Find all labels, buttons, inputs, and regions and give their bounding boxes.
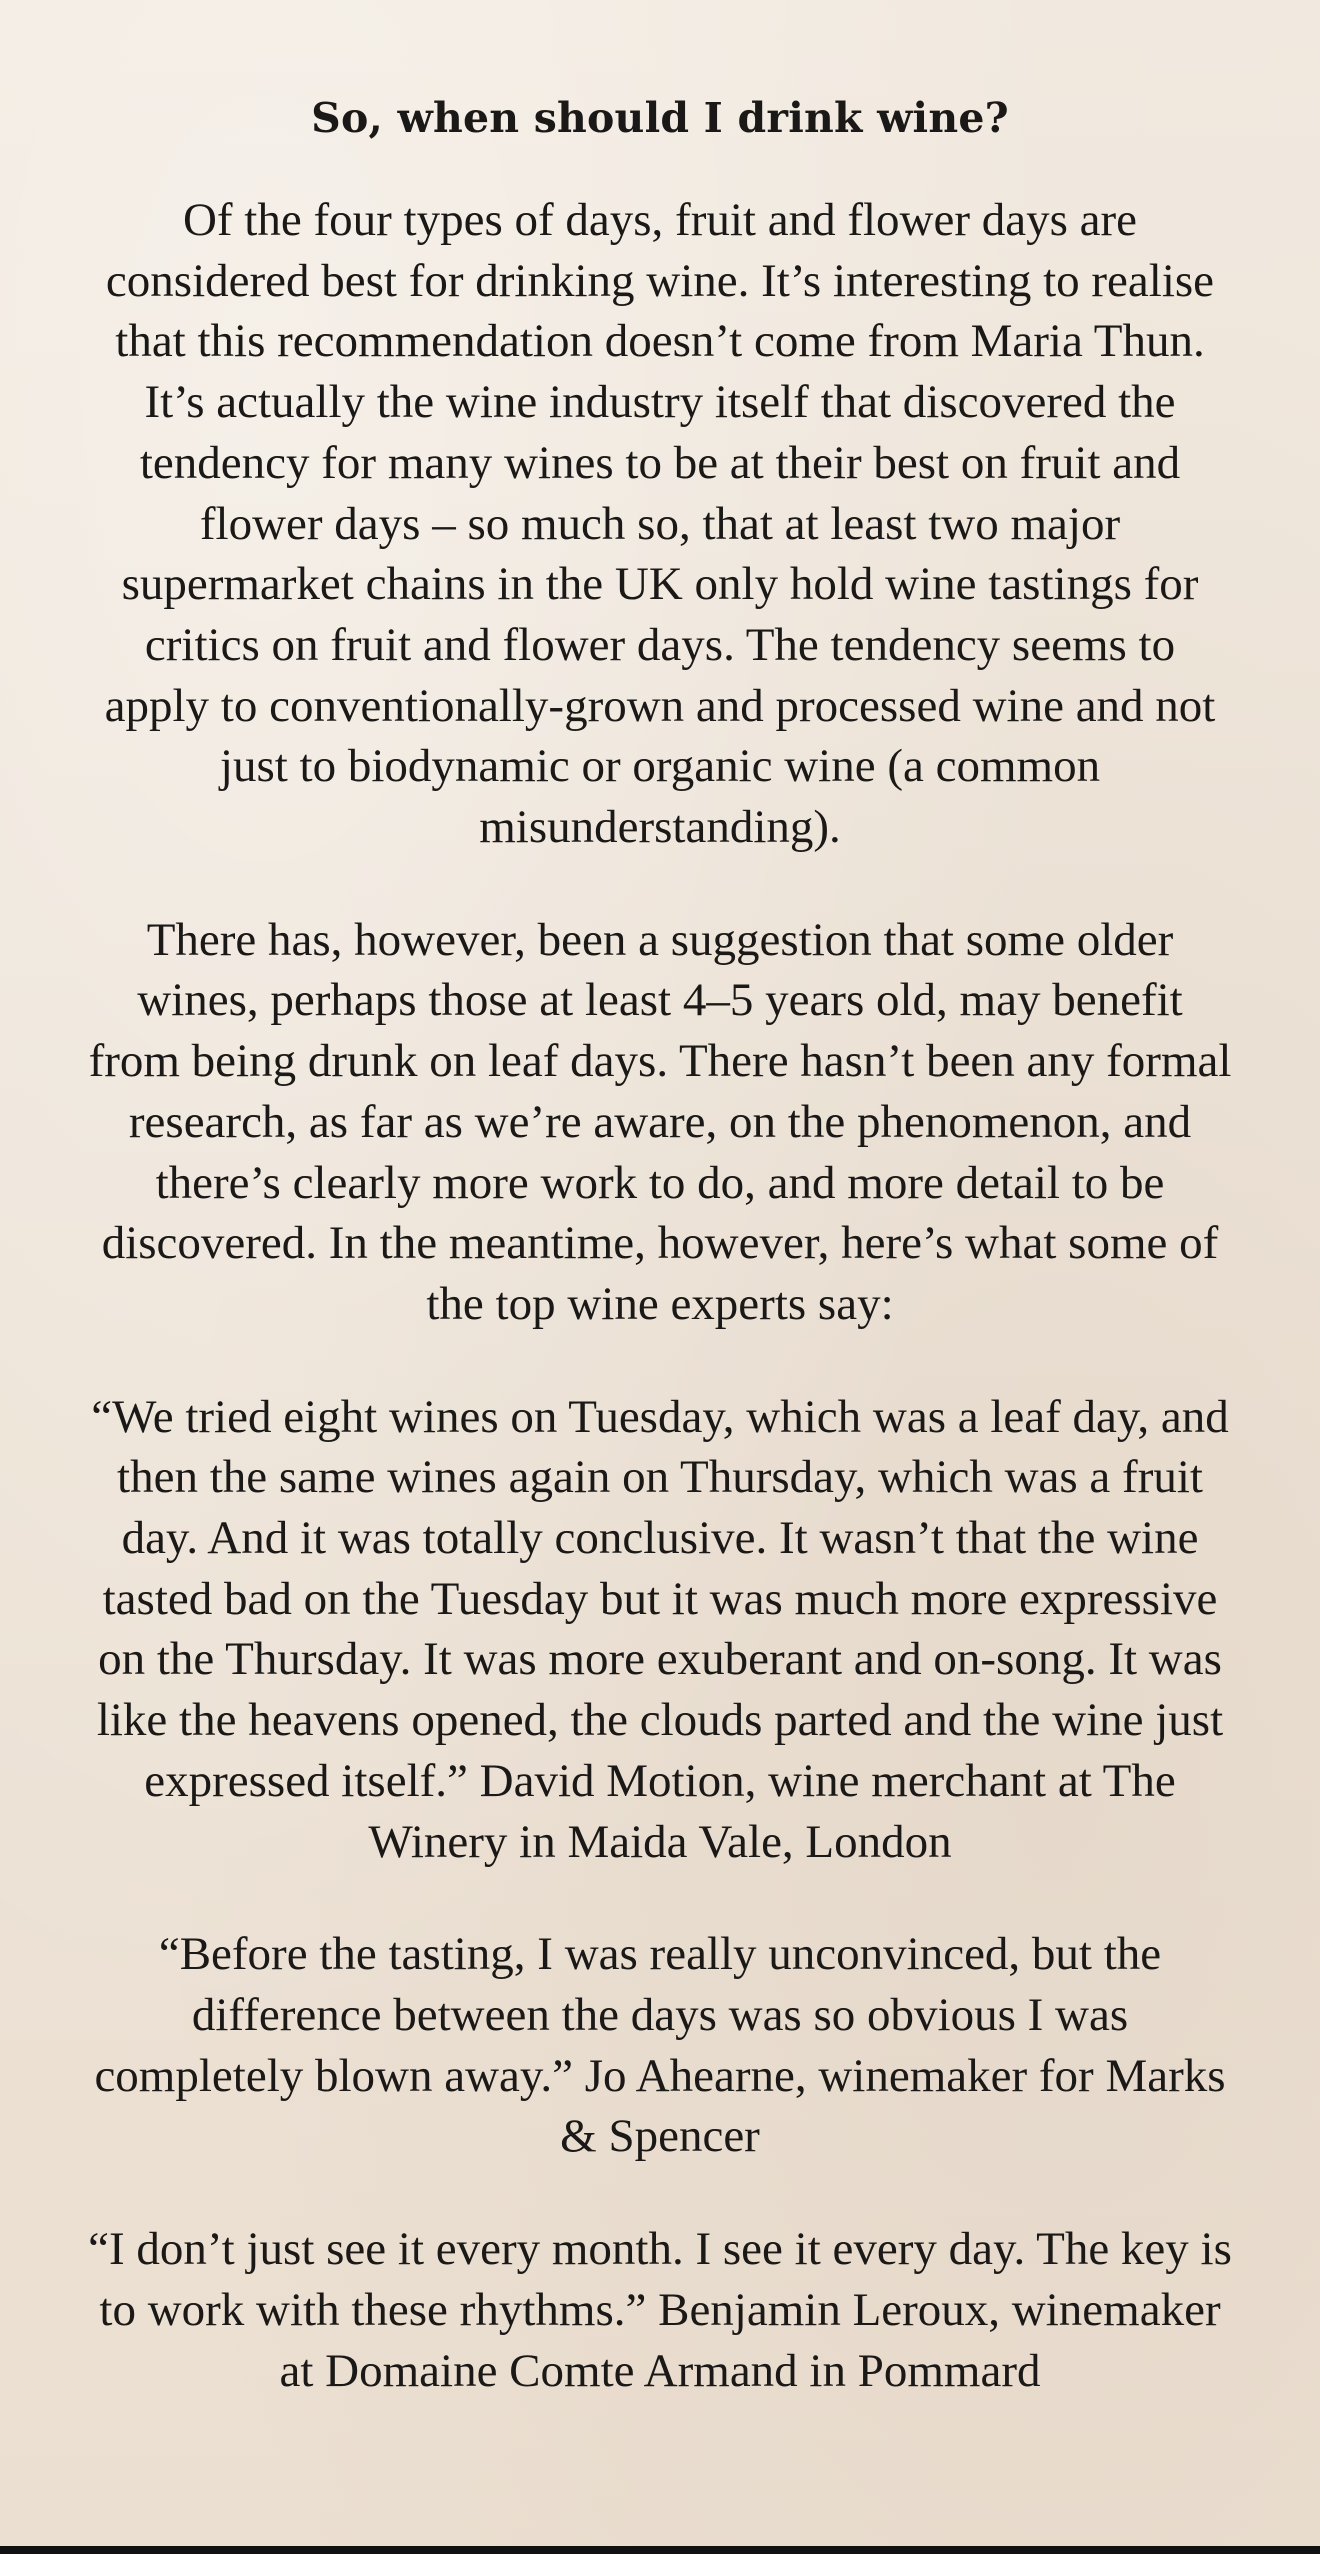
quote-benjamin-leroux: “I don’t just see it every month. I see it every day. The key is to work with these rhythms.” Benjamin Leroux, winemaker at Domaine Comte Armand in Pommard <box>88 2223 1232 2397</box>
quote-jo-ahearne: “Before the tasting, I was really unconvinced, but the difference between the days was so obvious I was completely blown away.” Jo Ahearne, winemaker for Marks & Spencer <box>94 1928 1226 2163</box>
page-title: So, when should I drink wine? <box>311 94 1009 142</box>
paragraph-older-wines: There has, however, been a suggestion that some older wines, perhaps those at least 4–5 years old, may benefit from being drunk on leaf days. There hasn’t been any formal research, as far as we’re aware, on the phenomenon, and there’s clearly more work to do, and more detail to be discovered. In the meantime, however, here’s what some of the top wine experts say: <box>88 913 1232 1330</box>
bottom-divider <box>0 2546 1320 2554</box>
paragraph-fruit-flower-days: Of the four types of days, fruit and flower days are considered best for drinking wine. It’s interesting to realise that this recommendation doesn’t come from Maria Thun. It’s actually the wine industry itself that discovered the tendency for many wines to be at their best on fruit and flower days – so much so, that at least two major supermarket chains in the UK only hold wine tastings for critics on fruit and flower days. The tendency seems to apply to conventionally-grown and processed wine and not just to biodynamic or organic wine (a common misunderstanding). <box>104 194 1216 854</box>
quote-david-motion: “We tried eight wines on Tuesday, which was a leaf day, and then the same wines again on Thursday, which was a fruit day. And it was totally conclusive. It wasn’t that the wine tasted bad on the Tuesday but it was much more expressive on the Thursday. It was more exuberant and on-song. It was like the heavens opened, the clouds parted and the wine just expressed itself.” David Motion, wine merchant at The Winery in Maida Vale, London <box>91 1390 1229 1868</box>
